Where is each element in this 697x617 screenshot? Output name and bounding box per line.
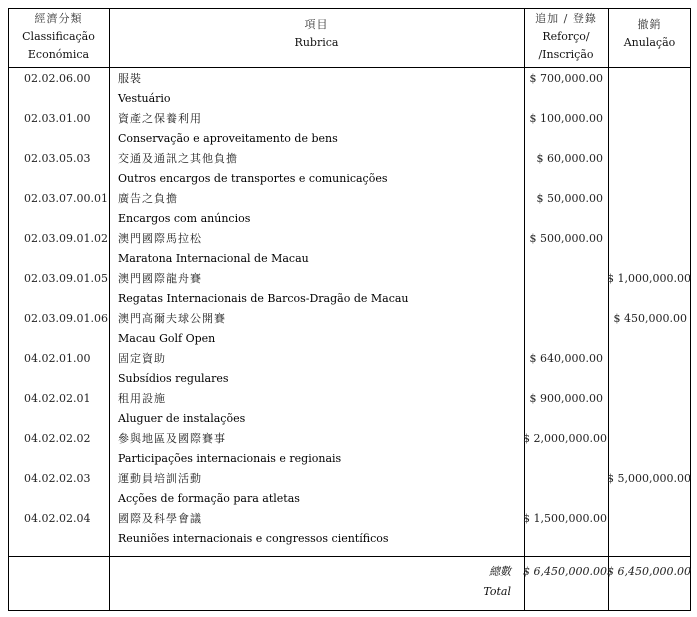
- row-rubrica-pt: Participações internacionais e regionais: [118, 452, 342, 465]
- row-anulacao: $ 1,000,000.00: [607, 272, 691, 285]
- row-reforco: $ 100,000.00: [529, 112, 603, 125]
- row-rubrica-zh: 租用設施: [118, 392, 166, 405]
- row-rubrica-zh: 澳門高爾夫球公開賽: [118, 312, 226, 325]
- header-anulacao-zh: 撤銷: [637, 18, 662, 31]
- column-divider: [109, 8, 110, 611]
- header-reforco: [524, 8, 608, 64]
- header-classification-zh: 經濟分類: [34, 12, 83, 25]
- row-rubrica-zh: 澳門國際龍舟賽: [118, 272, 202, 285]
- row-rubrica-pt: Conservação e aproveitamento de bens: [118, 132, 338, 145]
- row-rubrica-pt: Regatas Internacionais de Barcos-Dragão de Macau: [118, 292, 409, 305]
- row-rubrica-zh: 參與地區及國際賽事: [118, 432, 226, 445]
- row-code: 04.02.02.01: [24, 392, 91, 405]
- row-code: 02.03.09.01.06: [24, 312, 108, 325]
- row-code: 02.03.09.01.02: [24, 232, 108, 245]
- row-reforco: $ 500,000.00: [529, 232, 603, 245]
- row-rubrica-zh: 資產之保養利用: [118, 112, 202, 125]
- row-anulacao: $ 5,000,000.00: [607, 472, 691, 485]
- row-reforco: $ 60,000.00: [536, 152, 603, 165]
- row-reforco: $ 1,500,000.00: [523, 512, 607, 525]
- row-rubrica-pt: Aluguer de instalações: [118, 412, 246, 425]
- row-rubrica-zh: 廣告之負擔: [118, 192, 178, 205]
- header-classification-pt2: Económica: [27, 48, 90, 61]
- header-reforco-zh: 追加 / 登錄: [535, 12, 597, 25]
- header-rubrica-zh: 項目: [304, 18, 329, 31]
- row-rubrica-zh: 固定資助: [118, 352, 166, 365]
- total-anulacao: $ 6,450,000.00: [607, 565, 691, 578]
- row-code: 02.03.07.00.01: [24, 192, 108, 205]
- row-rubrica-zh: 國際及科學會議: [118, 512, 202, 525]
- row-rubrica-pt: Outros encargos de transportes e comunicações: [118, 172, 388, 185]
- header-rubrica: [109, 8, 524, 52]
- row-code: 04.02.02.04: [24, 512, 91, 525]
- row-rubrica-pt: Acções de formação para atletas: [118, 492, 300, 505]
- total-reforco: $ 6,450,000.00: [523, 565, 607, 578]
- total-divider: [8, 556, 691, 557]
- row-rubrica-pt: Maratona Internacional de Macau: [118, 252, 309, 265]
- row-code: 04.02.02.02: [24, 432, 91, 445]
- header-anulacao-pt: Anulação: [623, 36, 676, 49]
- row-rubrica-pt: Encargos com anúncios: [118, 212, 251, 225]
- row-rubrica-zh: 服裝: [118, 72, 142, 85]
- row-reforco: $ 900,000.00: [529, 392, 603, 405]
- row-code: 02.03.05.03: [24, 152, 91, 165]
- row-code: 04.02.01.00: [24, 352, 91, 365]
- row-code: 02.03.09.01.05: [24, 272, 108, 285]
- row-rubrica-zh: 澳門國際馬拉松: [118, 232, 202, 245]
- row-rubrica-pt: Subsídios regulares: [118, 372, 229, 385]
- row-anulacao: $ 450,000.00: [613, 312, 687, 325]
- row-rubrica-pt: Macau Golf Open: [118, 332, 216, 345]
- row-rubrica-pt: Reuniões internacionais e congressos científicos: [118, 532, 389, 545]
- header-reforco-pt2: /Inscrição: [538, 48, 594, 61]
- row-reforco: $ 640,000.00: [529, 352, 603, 365]
- row-rubrica-pt: Vestuário: [118, 92, 171, 105]
- header-reforco-pt1: Reforço/: [542, 30, 590, 43]
- total-label-zh: 總數: [489, 565, 511, 578]
- row-reforco: $ 50,000.00: [536, 192, 603, 205]
- row-rubrica-zh: 運動員培訓活動: [118, 472, 202, 485]
- row-reforco: $ 700,000.00: [529, 72, 603, 85]
- total-label-pt: Total: [483, 585, 511, 598]
- row-code: 02.02.06.00: [24, 72, 91, 85]
- header-anulacao: [608, 8, 691, 52]
- row-reforco: $ 2,000,000.00: [523, 432, 607, 445]
- row-code: 04.02.02.03: [24, 472, 91, 485]
- row-code: 02.03.01.00: [24, 112, 91, 125]
- header-classification: [8, 8, 109, 64]
- row-rubrica-zh: 交通及通訊之其他負擔: [118, 152, 238, 165]
- header-rubrica-pt: Rubrica: [294, 36, 339, 49]
- header-classification-pt1: Classificação: [22, 30, 95, 43]
- header-divider: [8, 67, 691, 68]
